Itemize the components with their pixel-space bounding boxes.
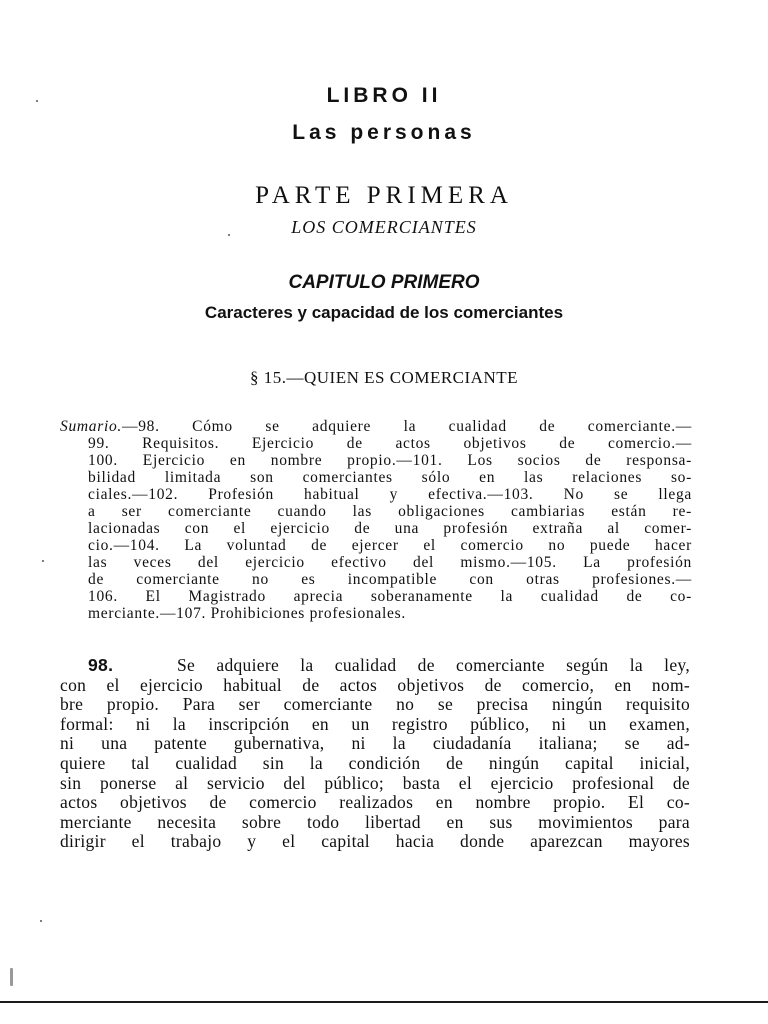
body-line: dirigir el trabajo y el capital hacia donde aparezcan mayores	[60, 831, 690, 852]
scan-speck	[40, 920, 42, 922]
paragraph-number: 98.	[88, 655, 114, 675]
summary-line: bilidad limitada son comerciantes sólo en las relaciones so-	[88, 469, 692, 486]
scan-speck	[10, 968, 13, 986]
summary-line: 100. Ejercicio en nombre propio.—101. Los socios de responsa-	[88, 452, 692, 469]
book-title: LIBRO II	[326, 84, 442, 107]
section-heading: § 15.—QUIEN ES COMERCIANTE	[250, 368, 518, 387]
book-subtitle: Las personas	[292, 121, 476, 144]
body-line: sin ponerse al servicio del público; basta el ejercicio profesional de	[60, 772, 690, 793]
body-paragraph	[60, 655, 691, 852]
body-line: bre propio. Para ser comerciante no se precisa ningún requisito	[60, 694, 690, 715]
summary-line: 99. Requisitos. Ejercicio de actos objetivos de comercio.—	[88, 435, 692, 452]
summary-line: merciante.—107. Prohibiciones profesionales.	[88, 605, 406, 622]
body-line: formal: ni la inscripción en un registro público, ni un examen,	[60, 713, 690, 734]
body-line-text: Se adquiere la cualidad de comerciante según la ley,	[177, 655, 691, 675]
summary-label: Sumario.	[60, 418, 123, 435]
scan-speck	[228, 234, 230, 236]
summary-line	[60, 418, 692, 435]
summary-line: las veces del ejercicio efectivo del mismo.—105. La profesión	[88, 554, 692, 571]
body-line: ni una patente gubernativa, ni la ciudadanía italiana; se ad-	[60, 733, 690, 754]
summary-line: cio.—104. La voluntad de ejercer el comercio no puede hacer	[88, 537, 692, 554]
body-line: merciante necesita sobre todo libertad en sus movimientos para	[60, 811, 690, 832]
scan-speck	[36, 100, 38, 102]
body-line	[88, 656, 690, 676]
summary-line: de comerciante no es incompatible con otras profesiones.—	[88, 571, 692, 588]
scan-speck	[42, 560, 44, 562]
chapter-subtitle: Caracteres y capacidad de los comerciantes	[204, 303, 564, 322]
summary-line-text: —98. Cómo se adquiere la cualidad de comerciante.—	[122, 418, 692, 435]
part-title: PARTE PRIMERA	[255, 182, 513, 209]
bottom-rule	[0, 1001, 768, 1003]
part-subtitle	[0, 217, 768, 238]
body-line: con el ejercicio habitual de actos objetivos de comercio, en nom-	[60, 674, 690, 695]
summary-line: ciales.—102. Profesión habitual y efectiva.—103. No se llega	[88, 486, 692, 503]
summary-block	[60, 418, 692, 622]
body-line: quiere tal cualidad sin la condición de ningún capital inicial,	[60, 752, 690, 773]
chapter-title: CAPITULO PRIMERO	[288, 272, 480, 293]
summary-line: a ser comerciante cuando las obligaciones cambiarias están re-	[88, 503, 692, 520]
summary-line: lacionadas con el ejercicio de una profesión extraña al comer-	[88, 520, 692, 537]
part-subtitle-text: LOS COMERCIANTES	[291, 217, 477, 237]
body-line: actos objetivos de comercio realizados en nombre propio. El co-	[60, 792, 690, 813]
summary-line: 106. El Magistrado aprecia soberanamente la cualidad de co-	[88, 588, 692, 605]
